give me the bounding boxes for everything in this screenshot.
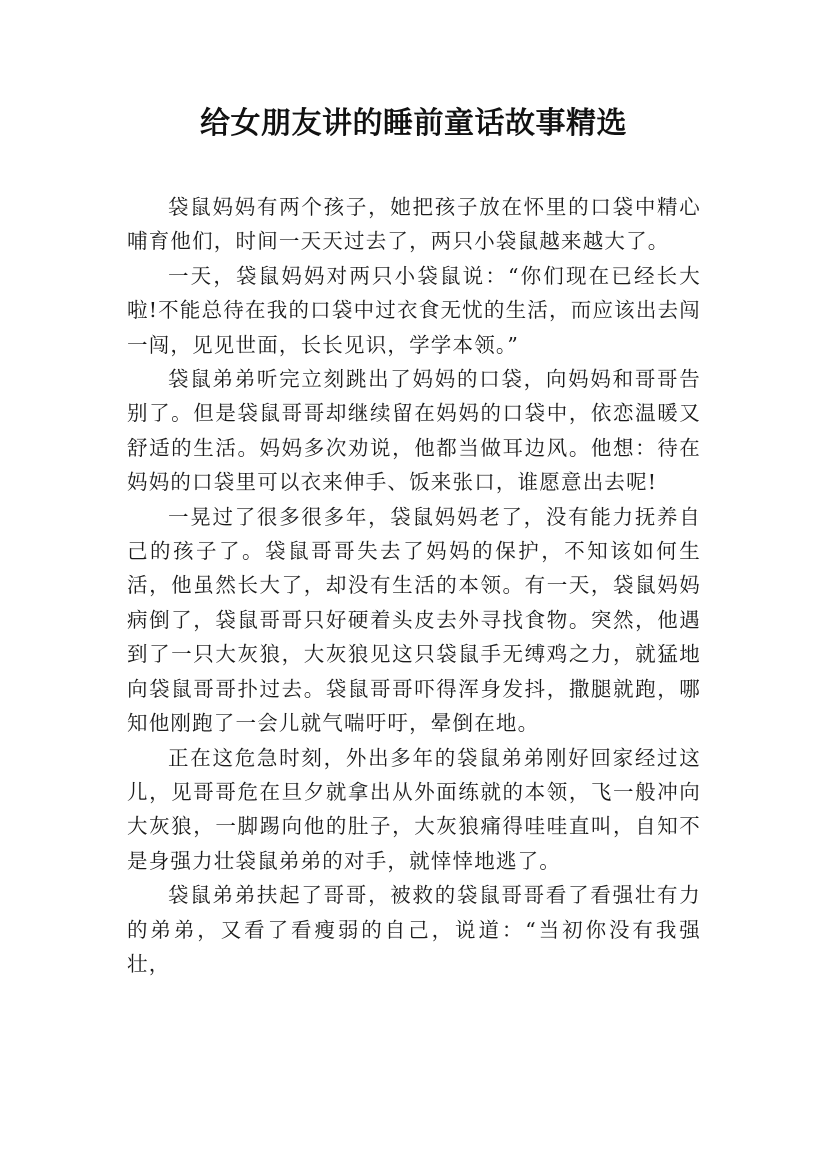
story-paragraph: 一晃过了很多很多年，袋鼠妈妈老了，没有能力抚养自己的孩子了。袋鼠哥哥失去了妈妈的保护，不知该如何生活，他虽然长大了，却没有生活的本领。有一天，袋鼠妈妈病倒了，袋鼠哥哥只好硬着头皮去外寻找食物。突然，他遇到了一只大灰狼，大灰狼见这只袋鼠手无缚鸡之力，就猛地向袋鼠哥哥扑过去。袋鼠哥哥吓得浑身发抖，撒腿就跑，哪知他刚跑了一会儿就气喘吁吁，晕倒在地。 (127, 504, 701, 736)
document-title: 给女朋友讲的睡前童话故事精选 (200, 106, 627, 141)
story-paragraph: 正在这危急时刻，外出多年的袋鼠弟弟刚好回家经过这儿，见哥哥危在旦夕就拿出从外面练就的本领，飞一般冲向大灰狼，一脚踢向他的肚子，大灰狼痛得哇哇直叫，自知不是身强力壮袋鼠弟弟的对手，就悻悻地逃了。 (127, 745, 701, 873)
story-paragraph: 袋鼠弟弟听完立刻跳出了妈妈的口袋，向妈妈和哥哥告别了。但是袋鼠哥哥却继续留在妈妈的口袋中，依恋温暖又舒适的生活。妈妈多次劝说，他都当做耳边风。他想：待在妈妈的口袋里可以衣来伸手、饭来张口，谁愿意出去呢! (127, 367, 701, 495)
story-paragraph: 一天，袋鼠妈妈对两只小袋鼠说：“你们现在已经长大啦!不能总待在我的口袋中过衣食无忧的生活，而应该出去闯一闯，见见世面，长长见识，学学本领。” (127, 263, 701, 357)
story-paragraph: 袋鼠妈妈有两个孩子，她把孩子放在怀里的口袋中精心哺育他们，时间一天天过去了，两只小袋鼠越来越大了。 (127, 195, 701, 254)
story-paragraph: 袋鼠弟弟扶起了哥哥，被救的袋鼠哥哥看了看强壮有力的弟弟，又看了看瘦弱的自己，说道：“当初你没有我强壮， (127, 883, 701, 976)
story-body (127, 190, 701, 981)
